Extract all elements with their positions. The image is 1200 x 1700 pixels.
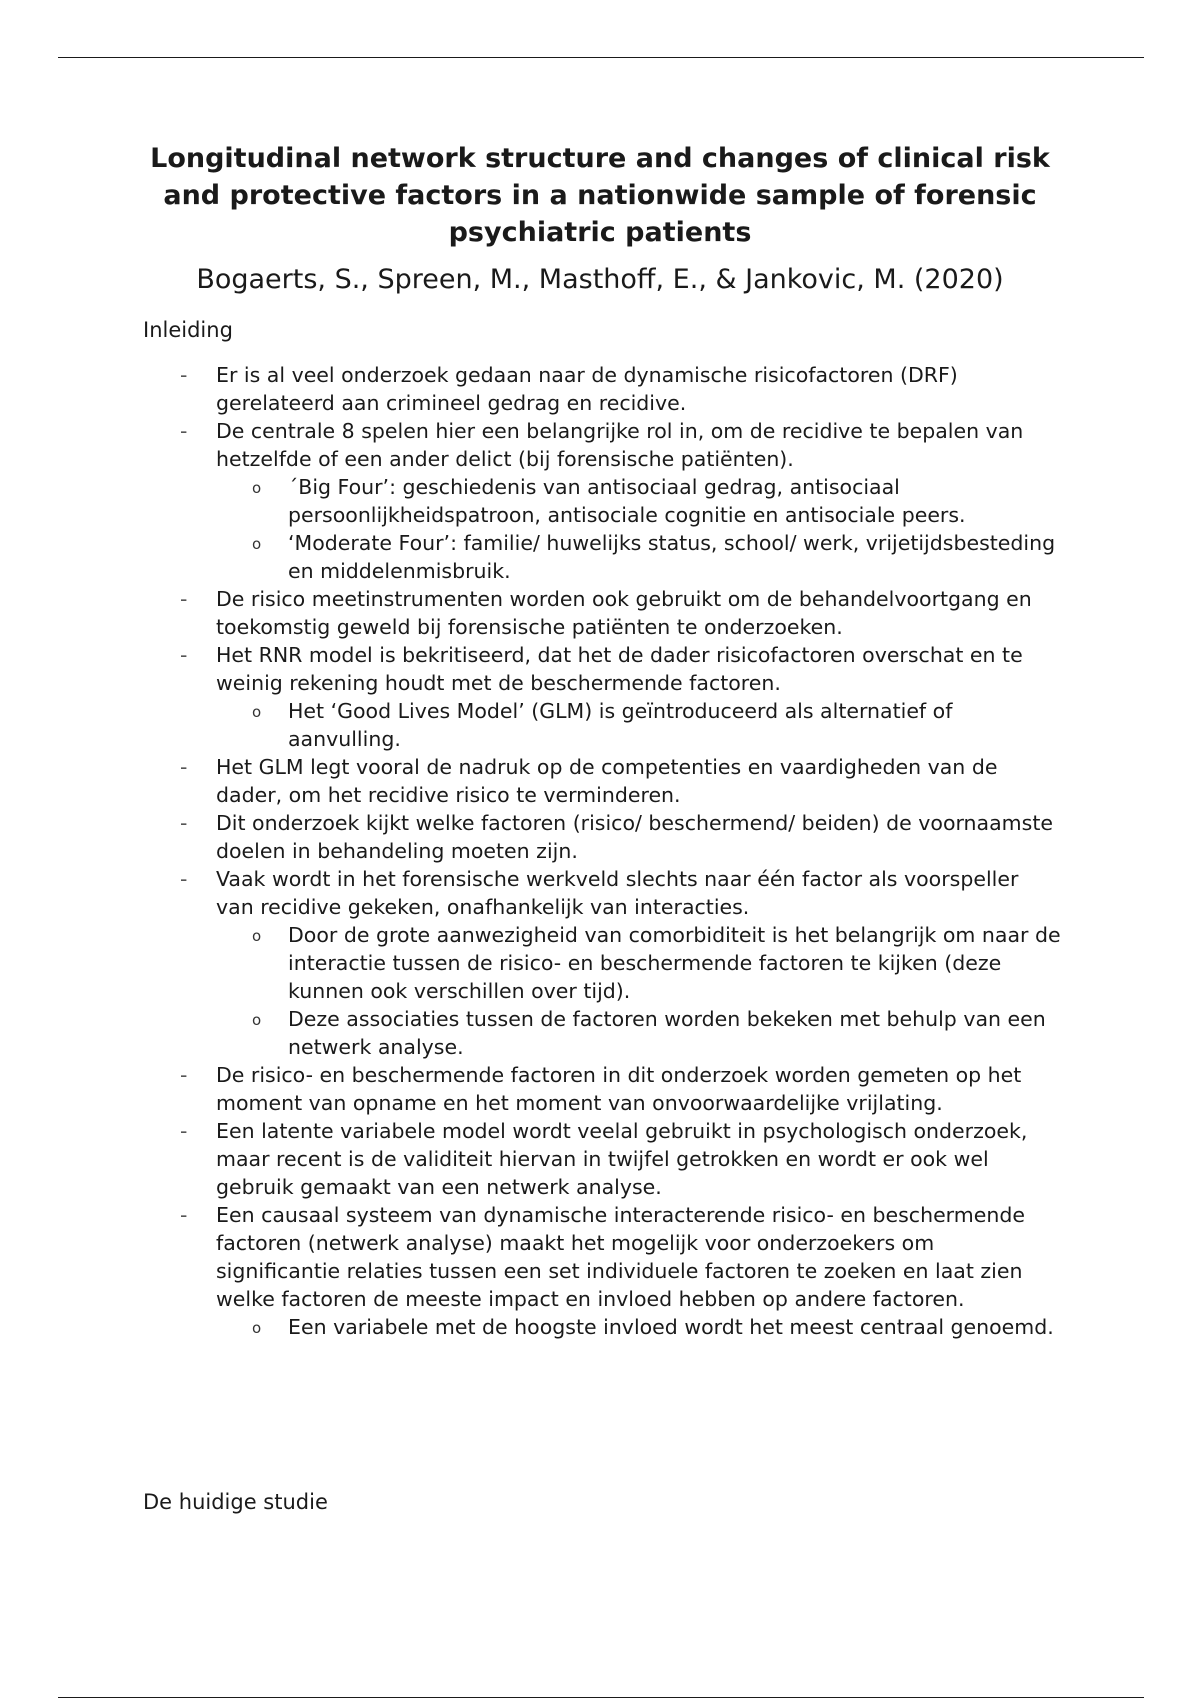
sub-item-text: Het ‘Good Lives Model’ (GLM) is geïntroduceerd als alternatief of aanvulling. [288, 699, 953, 751]
bullet-item [0, 753, 1056, 809]
sub-item [216, 697, 1068, 753]
circle-bullet-marker: o [252, 535, 262, 553]
bullet-item [0, 361, 1056, 417]
circle-bullet-marker: o [252, 479, 262, 497]
dash-bullet-marker: - [180, 811, 188, 835]
bullet-item [0, 585, 1056, 641]
bullet-text: Vaak wordt in het forensische werkveld slechts naar één factor als voorspeller van recidive gekeken, onafhankelijk van interacties. [216, 867, 1019, 919]
sub-item-text: ‘Moderate Four’: familie/ huwelijks status, school/ werk, vrijetijdsbesteding en middelenmisbruik. [288, 531, 1056, 583]
dash-bullet-marker: - [180, 419, 188, 443]
section-heading-huidige-studie: De huidige studie [143, 1490, 328, 1514]
sub-list [216, 697, 1056, 753]
dash-bullet-marker: - [180, 1203, 188, 1227]
sub-item-text: Deze associaties tussen de factoren worden bekeken met behulp van een netwerk analyse. [288, 1007, 1046, 1059]
sub-list [216, 921, 1061, 1061]
bullet-text: De risico meetinstrumenten worden ook gebruikt om de behandelvoortgang en toekomstig geweld bij forensische patiënten te onderzoeken. [216, 587, 1032, 639]
dash-bullet-marker: - [180, 363, 188, 387]
bullet-item [0, 1201, 1056, 1341]
sub-item [216, 473, 1068, 529]
bullet-item [0, 1117, 1056, 1201]
sub-item-text: ´Big Four’: geschiedenis van antisociaal gedrag, antisociaal persoonlijkheidspatroon, antisociale cognitie en antisociale peers. [288, 475, 966, 527]
sub-item [216, 921, 1068, 1005]
bullet-item [0, 641, 1056, 753]
bullet-text: Dit onderzoek kijkt welke factoren (risico/ beschermend/ beiden) de voornaamste doelen in behandeling moeten zijn. [216, 811, 1053, 863]
sub-item [216, 529, 1068, 585]
bullet-item [0, 417, 1056, 585]
bullet-text: Er is al veel onderzoek gedaan naar de dynamische risicofactoren (DRF) gerelateerd aan crimineel gedrag en recidive. [216, 363, 958, 415]
circle-bullet-marker: o [252, 703, 262, 721]
bullet-list [0, 361, 1200, 1341]
sub-list [216, 473, 1056, 585]
sub-item [216, 1005, 1068, 1061]
bullet-text: De centrale 8 spelen hier een belangrijke rol in, om de recidive te bepalen van hetzelfde of een ander delict (bij forensische patiënten). [216, 419, 1024, 471]
sub-item [216, 1313, 1068, 1341]
sub-item-text: Door de grote aanwezigheid van comorbiditeit is het belangrijk om naar de interactie tussen de risico- en beschermende factoren te kijken (deze kunnen ook verschillen over tijd). [288, 923, 1061, 1003]
bullet-text: Het GLM legt vooral de nadruk op de competenties en vaardigheden van de dader, om het recidive risico te verminderen. [216, 755, 998, 807]
dash-bullet-marker: - [180, 643, 188, 667]
footer-rule [58, 1697, 1144, 1698]
circle-bullet-marker: o [252, 1319, 262, 1337]
dash-bullet-marker: - [180, 587, 188, 611]
bullet-text: Een latente variabele model wordt veelal gebruikt in psychologisch onderzoek, maar recent is de validiteit hiervan in twijfel getrokken en wordt er ook wel gebruik gemaakt van een netwerk analyse. [216, 1119, 1028, 1199]
sub-list [216, 1313, 1056, 1341]
header-rule [58, 57, 1144, 58]
bullet-item [0, 1061, 1056, 1117]
bullet-text: Een causaal systeem van dynamische interacterende risico- en beschermende factoren (netwerk analyse) maakt het mogelijk voor onderzoekers om significantie relaties tussen een set individuele factoren te zoeken en laat zien welke factoren de meeste impact en invloed hebben op andere factoren. [216, 1203, 1025, 1311]
document-authors: Bogaerts, S., Spreen, M., Masthoff, E., & Jankovic, M. (2020) [196, 264, 1004, 295]
bullet-item [0, 809, 1056, 865]
document-title: Longitudinal network structure and changes of clinical risk and protective factors in a nationwide sample of forensic psychiatric patients [150, 143, 1050, 248]
bullet-item [0, 865, 1061, 1061]
section-heading-inleiding: Inleiding [143, 318, 233, 342]
bullet-text: Het RNR model is bekritiseerd, dat het de dader risicofactoren overschat en te weinig rekening houdt met de beschermende factoren. [216, 643, 1023, 695]
circle-bullet-marker: o [252, 1011, 262, 1029]
dash-bullet-marker: - [180, 755, 188, 779]
dash-bullet-marker: - [180, 867, 188, 891]
dash-bullet-marker: - [180, 1119, 188, 1143]
sub-item-text: Een variabele met de hoogste invloed wordt het meest centraal genoemd. [288, 1315, 1054, 1339]
circle-bullet-marker: o [252, 927, 262, 945]
dash-bullet-marker: - [180, 1063, 188, 1087]
bullet-text: De risico- en beschermende factoren in dit onderzoek worden gemeten op het moment van opname en het moment van onvoorwaardelijke vrijlating. [216, 1063, 1022, 1115]
